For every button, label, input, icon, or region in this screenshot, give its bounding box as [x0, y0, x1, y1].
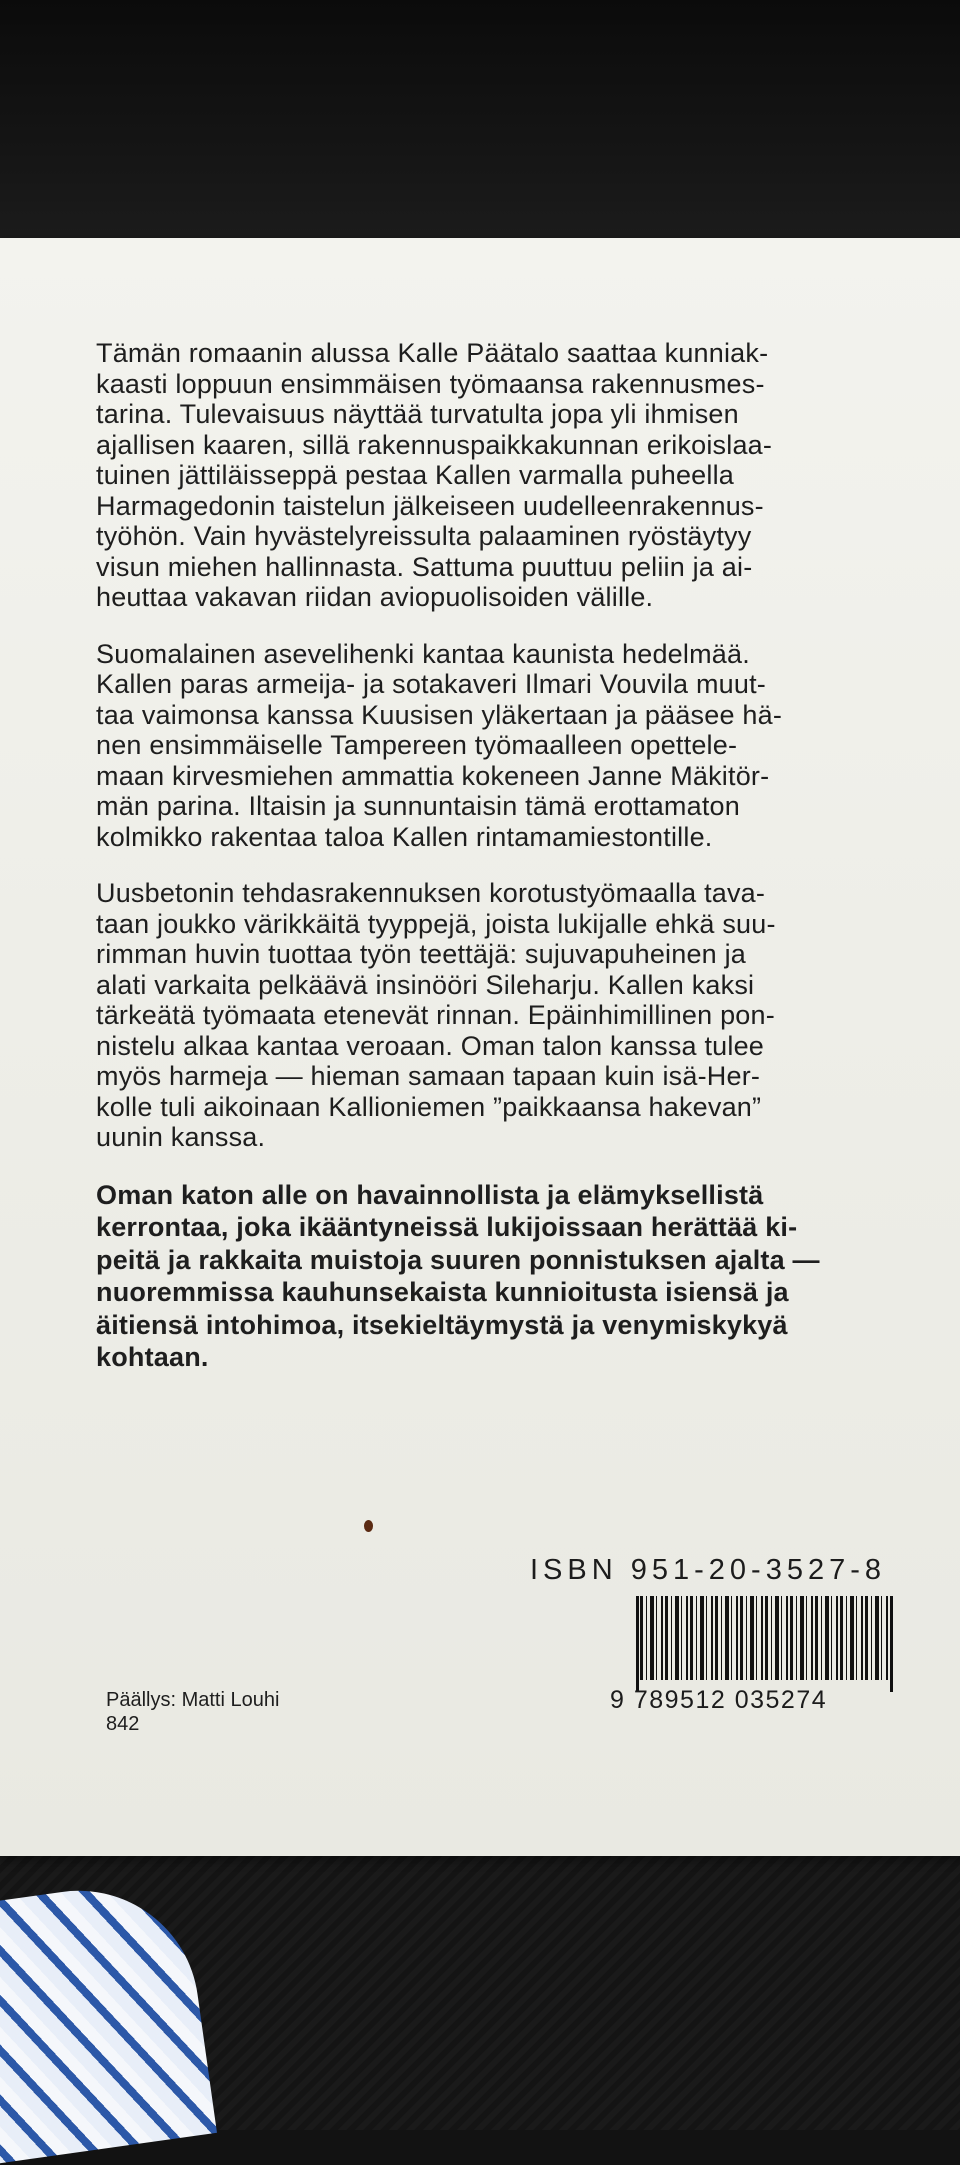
blurb-text	[96, 338, 886, 1400]
barcode-guard-right	[890, 1596, 893, 1692]
barcode-number: 9 789512 035274	[610, 1686, 828, 1714]
paper-stain	[364, 1520, 373, 1532]
dark-background-top	[0, 0, 960, 250]
blurb-paragraph-3: Uusbetonin tehdasrakennuksen korotustyömaalla tava- taan joukko värikkäitä tyyppejä, joista lukijalle ehkä suu- rimman huvin tuottaa työn teettäjä: sujuvapuheinen ja alati varkaita pelkäävä insinööri Sileharju. Kallen kaksi tärkeätä työmaata etenevät rinnan. Epäinhimillinen pon- nistelu alkaa kantaa veroaan. Oman talon kanssa tulee myös harmeja — hieman samaan tapaan kuin isä-Her- kolle tuli aikoinaan Kallioniemen ”paikkaansa hakevan” uunin kanssa.	[96, 878, 776, 1152]
barcode-guard-left	[636, 1596, 639, 1692]
book-back-cover	[0, 238, 960, 1856]
barcode	[640, 1596, 890, 1680]
blurb-paragraph-2: Suomalainen asevelihenki kantaa kaunista hedelmää. Kallen paras armeija- ja sotakaveri Ilmari Vouvila muut- taa vaimonsa kanssa Kuusisen yläkertaan ja pääsee hä- nen ensimmäiselle Tampereen työmaalleen opettele- maan kirvesmiehen ammattia kokeneen Janne Mäkitör- män parina. Iltaisin ja sunnuntaisin tämä erottamaton kolmikko rakentaa taloa Kallen rintamamiestontille.	[96, 638, 783, 852]
cover-artist: Päällys: Matti Louhi	[106, 1689, 280, 1711]
catalog-number: 842	[106, 1713, 140, 1735]
blurb-paragraph-4: Oman katon alle on havainnollista ja elämyksellistä kerrontaa, joka ikääntyneissä lukijoissaan herättää ki- peitä ja rakkaita muistoja suuren ponnistuksen ajalta — nuoremmissa kauhunsekaista kunnioitusta isiensä ja äitiensä intohimoa, itsekieltäymystä ja venymiskykyä kohtaan.	[96, 1179, 820, 1372]
blurb-paragraph-1: Tämän romaanin alussa Kalle Päätalo saattaa kunniak- kaasti loppuun ensimmäisen työmaansa rakennusmes- tarina. Tulevaisuus näyttää turvatulta jopa yli ihmisen ajallisen kaaren, sillä rakennuspaikkakunnan erikoislaa- tuinen jättiläisseppä pestaa Kallen varmalla puheella Harmagedonin taistelun jälkeiseen uudelleenrakennus- työhön. Vain hyvästelyreissulta palaaminen ryöstäytyy visun miehen hallinnasta. Sattuma puuttuu peliin ja ai- heuttaa vakavan riidan aviopuolisoiden välille.	[96, 338, 773, 612]
isbn-label: ISBN 951-20-3527-8	[530, 1554, 886, 1586]
cover-credit	[106, 1688, 279, 1736]
